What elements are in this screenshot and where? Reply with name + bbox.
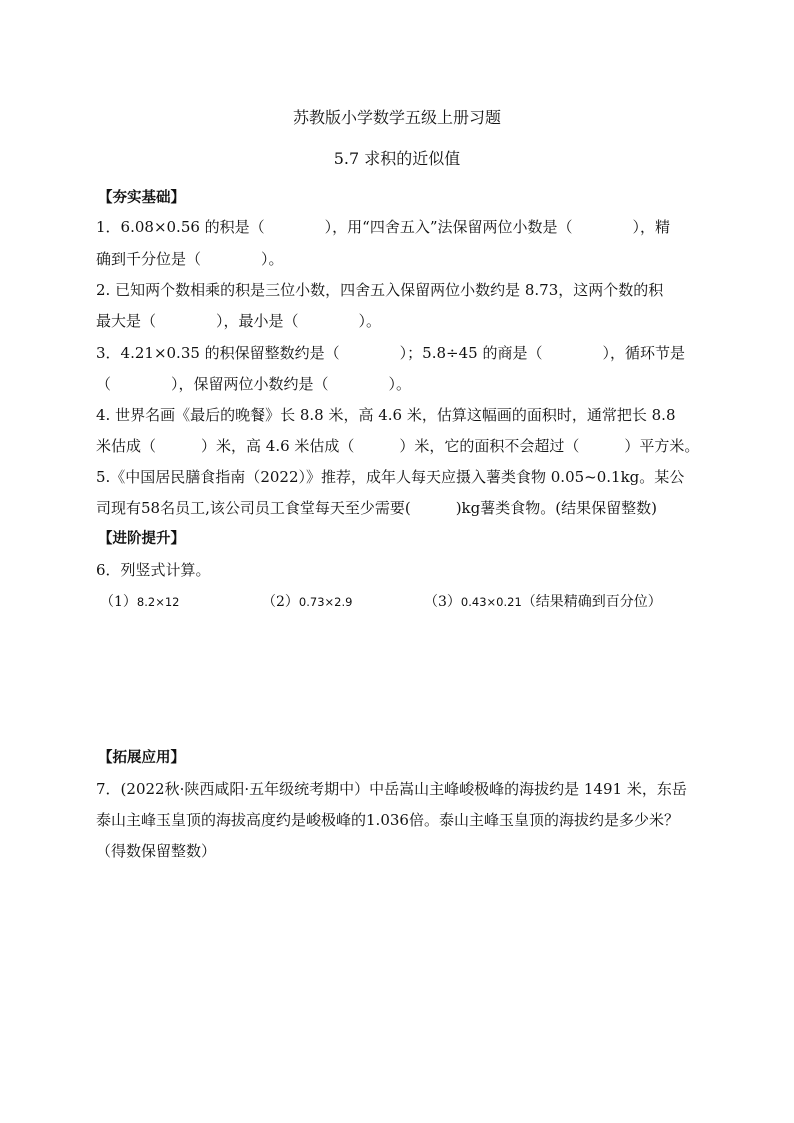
question-5-line-2: 司现有58名员工,该公司员工食堂每天至少需要( )kg薯类食物。(结果保留整数) [96,499,657,517]
calc-item-1 [100,592,179,612]
question-4-line-2: 米估成（ ）米，高 4.6 米估成（ ）米，它的面积不会超过（ ）平方米。 [96,437,700,455]
calc-item-1-expression: 8.2×12 [136,595,180,609]
document-subtitle: 5.7 求积的近似值 [333,149,461,168]
question-6-prompt: 6．列竖式计算。 [96,561,211,579]
question-1-line-2: 确到千分位是（ ）。 [96,250,284,268]
calc-item-2 [262,592,352,612]
calc-item-2-expression: 0.73×2.9 [298,595,353,609]
question-4-line-1: 4. 世界名画《最后的晚餐》长 8.8 米，高 4.6 米，估算这幅画的面积时，通常把长 8.8 [96,406,676,424]
question-2-line-2: 最大是（ ），最小是（ ）。 [96,312,382,330]
section-heading-extension: 【拓展应用】 [98,750,185,766]
calc-item-3-expression: 0.43×0.21 [460,595,522,609]
calc-item-3-number: （3） [424,594,461,610]
question-3-line-1: 3．4.21×0.35 的积保留整数约是（ ）；5.8÷45 的商是（ ），循环节是 [96,344,685,362]
document-title: 苏教版小学数学五级上册习题 [292,108,501,127]
calc-item-1-number: （1） [100,594,137,610]
question-2-line-1: 2. 已知两个数相乘的积是三位小数，四舍五入保留两位小数约是 8.73，这两个数的积 [96,281,664,299]
question-5-line-1: 5.《中国居民膳食指南（2022）》推荐，成年人每天应摄入薯类食物 0.05~0.1kg。某公 [96,468,685,486]
calc-item-2-number: （2） [262,594,299,610]
question-1-line-1: 1．6.08×0.56 的积是（ ），用“四舍五入”法保留两位小数是（ ），精 [96,218,671,236]
section-heading-basic: 【夯实基础】 [98,190,185,206]
question-7-line-2: 泰山主峰玉皇顶的海拔高度约是峻极峰的1.036倍。泰山主峰玉皇顶的海拔约是多少米？ [96,811,679,829]
calc-item-3 [424,592,662,612]
section-heading-advanced: 【进阶提升】 [98,531,185,547]
question-3-line-2: （ ），保留两位小数约是（ ）。 [96,375,412,393]
question-7-line-1: 7．(2022秋·陕西咸阳·五年级统考期中）中岳嵩山主峰峻极峰的海拔约是 1491 米，东岳 [96,780,687,798]
calc-item-3-note: （结果精确到百分位） [521,594,662,610]
question-7-line-3: （得数保留整数） [96,842,217,860]
